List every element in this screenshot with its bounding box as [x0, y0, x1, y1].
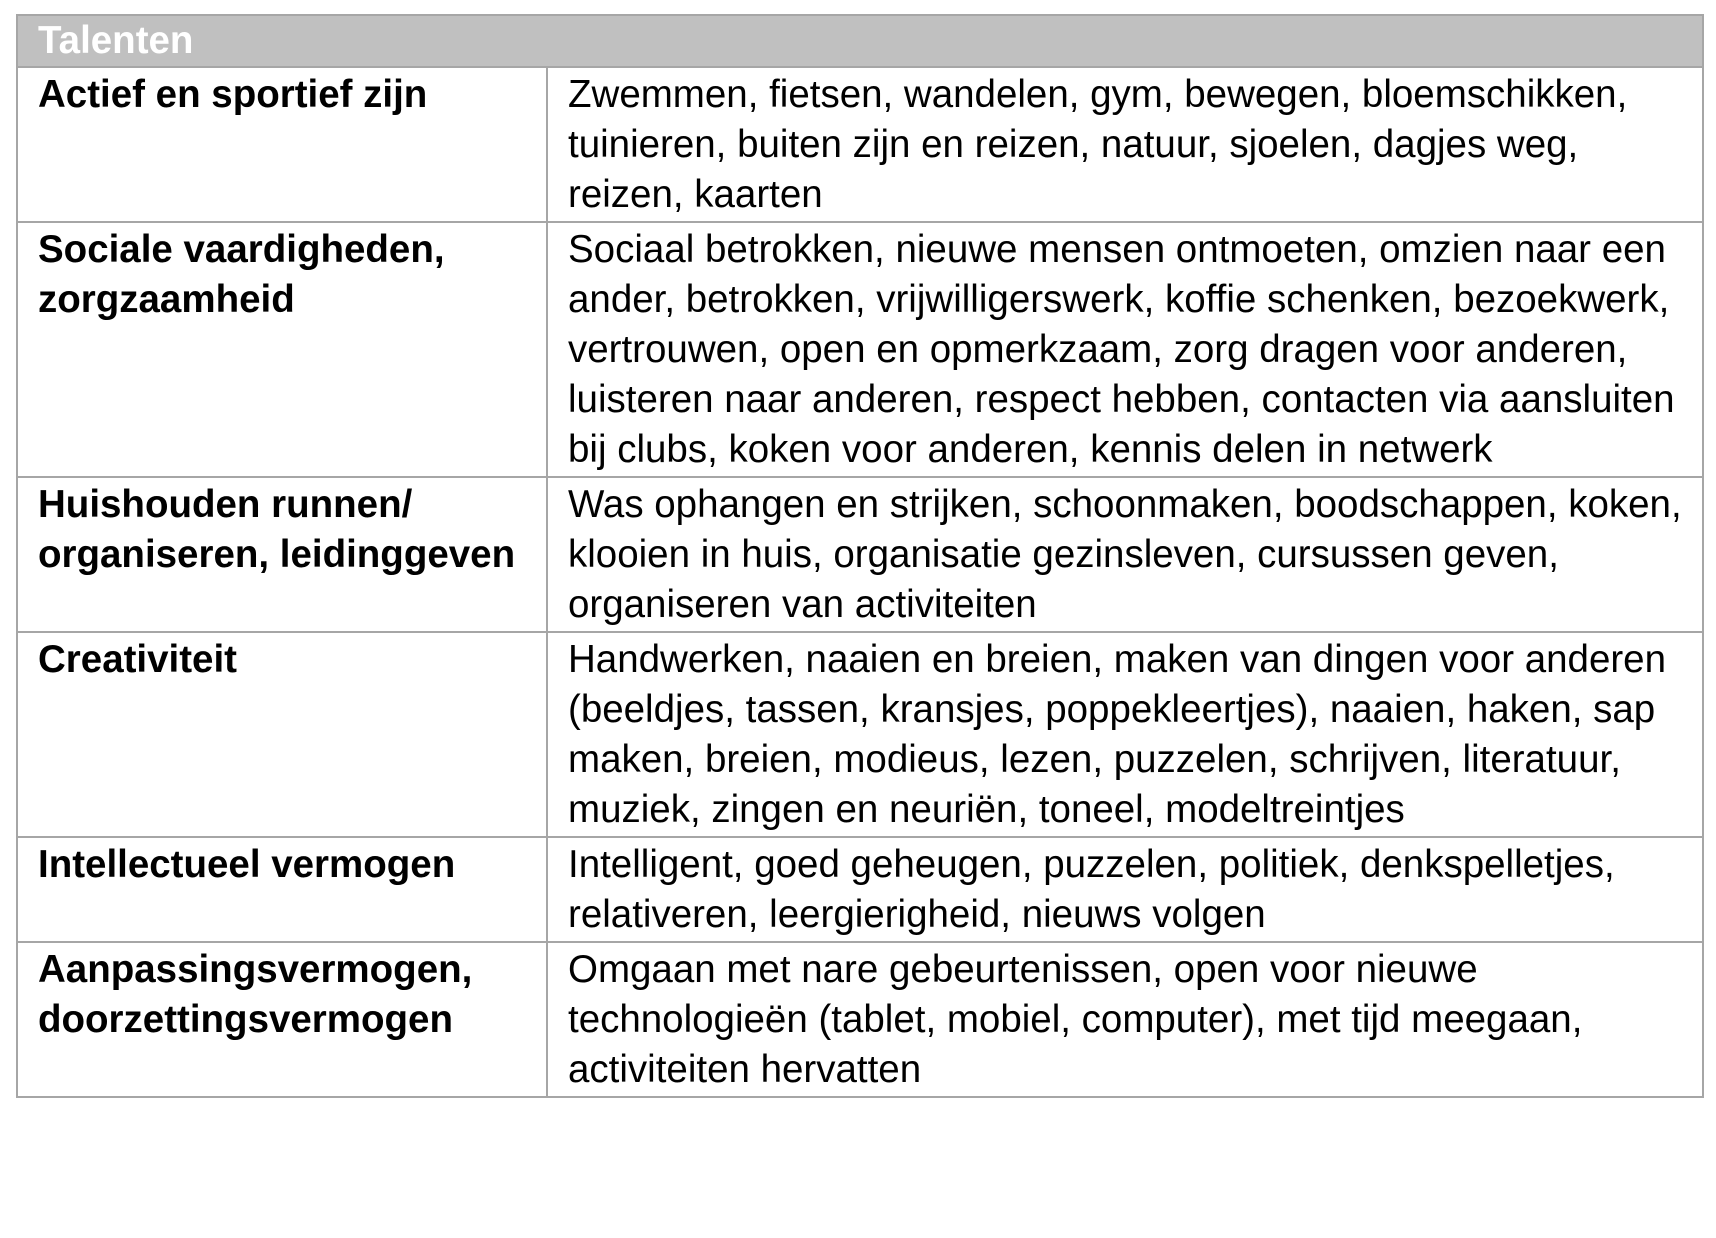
category-cell: Aanpassingsvermogen, doorzettingsvermogen [17, 942, 547, 1097]
category-cell: Actief en sportief zijn [17, 67, 547, 222]
description-cell: Zwemmen, fietsen, wandelen, gym, bewegen, bloemschikken, tuinieren, buiten zijn en reizen, natuur, sjoelen, dagjes weg, reizen, kaarten [547, 67, 1703, 222]
category-cell: Intellectueel vermogen [17, 837, 547, 942]
table-row [17, 837, 1703, 942]
table-row [17, 477, 1703, 632]
table-header-row [17, 15, 1703, 67]
table-row [17, 632, 1703, 837]
table-header-title: Talenten [17, 15, 1703, 67]
description-cell: Intelligent, goed geheugen, puzzelen, politiek, denkspelletjes, relativeren, leergierigheid, nieuws volgen [547, 837, 1703, 942]
table-row [17, 222, 1703, 477]
description-cell: Omgaan met nare gebeurtenissen, open voor nieuwe technologieën (tablet, mobiel, computer), met tijd meegaan, activiteiten hervatten [547, 942, 1703, 1097]
table-row [17, 942, 1703, 1097]
category-cell: Sociale vaardigheden, zorgzaamheid [17, 222, 547, 477]
category-cell: Creativiteit [17, 632, 547, 837]
talents-table [16, 14, 1704, 1098]
category-cell: Huishouden runnen/ organiseren, leidinggeven [17, 477, 547, 632]
description-cell: Handwerken, naaien en breien, maken van dingen voor anderen (beeldjes, tassen, kransjes, poppekleertjes), naaien, haken, sap maken, breien, modieus, lezen, puzzelen, schrijven, literatuur, muziek, zingen en neuriën, toneel, modeltreintjes [547, 632, 1703, 837]
description-cell: Sociaal betrokken, nieuwe mensen ontmoeten, omzien naar een ander, betrokken, vrijwilligerswerk, koffie schenken, bezoekwerk, vertrouwen, open en opmerkzaam, zorg dragen voor anderen, luisteren naar anderen, respect hebben, contacten via aansluiten bij clubs, koken voor anderen, kennis delen in netwerk [547, 222, 1703, 477]
table-row [17, 67, 1703, 222]
description-cell: Was ophangen en strijken, schoonmaken, boodschappen, koken, klooien in huis, organisatie gezinsleven, cursussen geven, organiseren van activiteiten [547, 477, 1703, 632]
